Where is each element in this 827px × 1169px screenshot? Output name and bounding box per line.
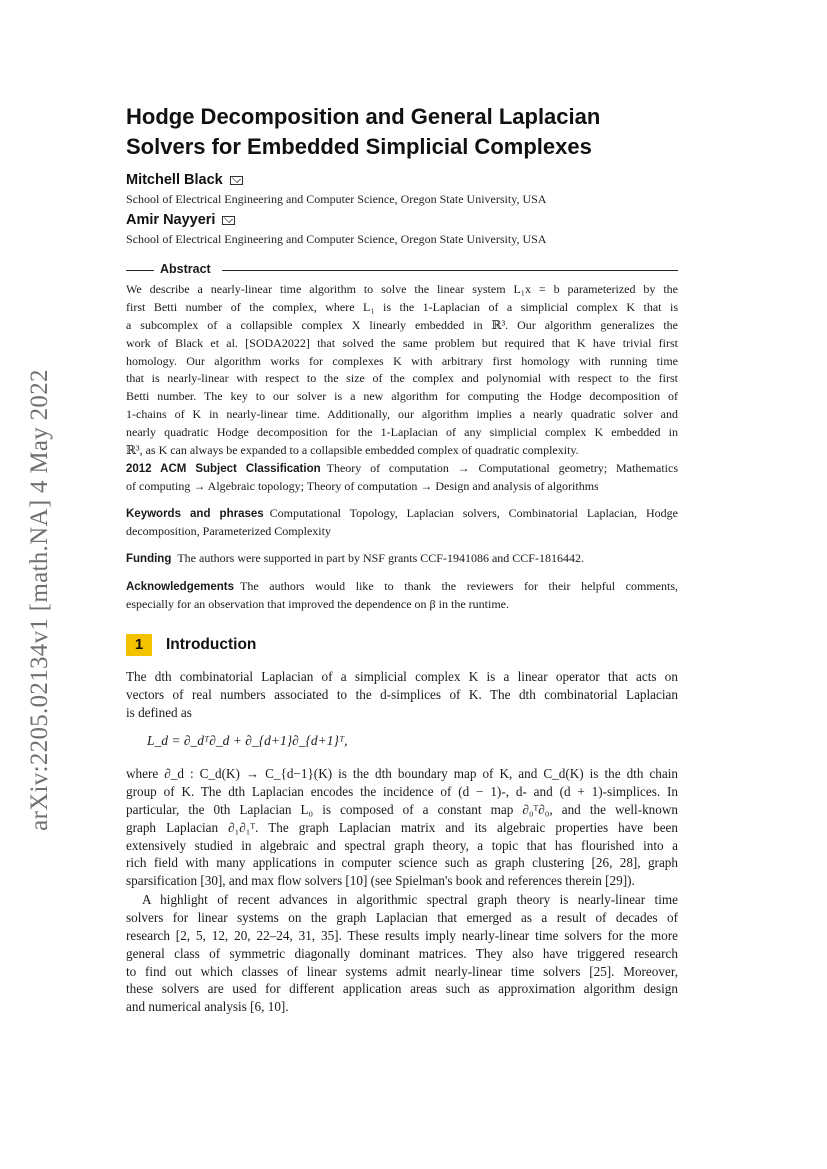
- arxiv-identifier-text: arXiv:2205.02134v1 [math.NA] 4 May 2022: [26, 369, 53, 831]
- body-line: extensively studied in algebraic and spectral graph theory, a topic that has flourished into a: [126, 837, 678, 853]
- acm-text: Theory of computation → Computational geometry; Mathematics: [326, 461, 678, 475]
- body-line: where ∂_d : C_d(K) → C_{d−1}(K) is the dth boundary map of K, and C_d(K) is the dth chain: [126, 766, 678, 781]
- body-line: The dth combinatorial Laplacian of a simplicial complex K is a linear operator that acts on: [126, 669, 678, 684]
- acm-line-2: of computing → Algebraic topology; Theory of computation → Design and analysis of algorithms: [126, 478, 599, 493]
- body-line: general class of symmetric diagonally dominant matrices. They also have triggered research: [126, 945, 678, 961]
- abstract-body: [126, 281, 678, 460]
- abstract-line: homology. Our algorithm works for complexes K with arbitrary first homology with running time: [126, 353, 678, 368]
- author-name-text: Amir Nayyeri: [126, 212, 216, 228]
- author-name-text: Mitchell Black: [126, 172, 223, 188]
- body-line: research [2, 5, 12, 20, 22–24, 31, 35]. These results imply nearly-linear time solvers for the more: [126, 927, 678, 943]
- body-line: to find out which classes of linear systems admit nearly-linear time solvers [25]. Moreover,: [126, 963, 678, 979]
- abstract-line: work of Black et al. [SODA2022] that solved the same problem but required that K have trivial first: [126, 335, 678, 350]
- laplacian-equation: L_d = ∂_dᵀ∂_d + ∂_{d+1}∂_{d+1}ᵀ,: [147, 733, 348, 748]
- abstract-line: We describe a nearly-linear time algorithm to solve the linear system L₁x = b parameterized by the: [126, 282, 678, 296]
- author-affiliation-2: School of Electrical Engineering and Computer Science, Oregon State University, USA: [126, 232, 547, 246]
- funding-label: Funding: [126, 553, 172, 565]
- intro-paragraph-3: [126, 891, 678, 1016]
- envelope-icon[interactable]: [222, 216, 235, 225]
- acm-label: 2012 ACM Subject Classification: [126, 463, 321, 475]
- abstract-line: ℝ³, as K can always be expanded to a collapsible embedded complex of quadratic complexity.: [126, 443, 579, 458]
- body-line: sparsification [30], and max flow solvers [10] (see Spielman's book and references therein [29]).: [126, 873, 635, 889]
- body-line: particular, the 0th Laplacian L₀ is composed of a constant map ∂₀ᵀ∂₀, and the well-known: [126, 801, 678, 817]
- acknowledgements-label: Acknowledgements: [126, 581, 234, 593]
- abstract-heading: Abstract: [160, 262, 211, 276]
- body-line: is defined as: [126, 704, 192, 720]
- abstract-line: first Betti number of the complex, where L₁ is the 1-Laplacian of a simplicial complex K that is: [126, 299, 678, 314]
- abstract-line: that is nearly-linear with respect to the size of the complex and polynomial with respect to the first: [126, 371, 678, 386]
- acknowledgements-line-2: especially for an observation that improved the dependence on β in the runtime.: [126, 596, 509, 611]
- acknowledgements-text: The authors would like to thank the reviewers for their helpful comments,: [240, 579, 678, 593]
- body-line: group of K. The dth Laplacian encodes the incidence of (d − 1)-, d- and (d + 1)-simplices. In: [126, 783, 678, 799]
- author-affiliation-1: School of Electrical Engineering and Computer Science, Oregon State University, USA: [126, 192, 547, 206]
- abstract-line: 1-chains of K in nearly-linear time. Additionally, our algorithm implies a nearly quadratic solver and: [126, 407, 678, 422]
- body-line: these solvers are used for different application areas such as approximation algorithm design: [126, 981, 678, 997]
- body-line: graph Laplacian ∂₁∂₁ᵀ. The graph Laplacian matrix and its algebraic properties have been: [126, 819, 678, 835]
- section-title: Introduction: [166, 636, 257, 653]
- paper-title-line-1: Hodge Decomposition and General Laplacian: [126, 104, 601, 129]
- author-name-2: [126, 212, 235, 228]
- paper-title-line-2: Solvers for Embedded Simplicial Complexes: [126, 134, 592, 159]
- envelope-icon[interactable]: [230, 176, 243, 185]
- body-line: and numerical analysis [6, 10].: [126, 999, 289, 1015]
- acknowledgements: [126, 578, 678, 614]
- abstract-rule-right: [222, 270, 678, 271]
- abstract-line: nearly quadratic Hodge decomposition for the 1-Laplacian of any simplicial complex K embedded in: [126, 425, 678, 440]
- keywords: [126, 505, 678, 541]
- intro-paragraph-2: [126, 765, 678, 890]
- abstract-line: a subcomplex of a collapsible complex X linearly embedded in ℝ³. Our algorithm generalizes the: [126, 317, 678, 332]
- body-line: A highlight of recent advances in algorithmic spectral graph theory is nearly-linear time: [142, 892, 678, 907]
- keywords-label: Keywords and phrases: [126, 508, 264, 520]
- intro-paragraph-1: [126, 668, 678, 722]
- author-name-1: [126, 172, 243, 188]
- arxiv-identifier: [24, 340, 56, 860]
- keywords-text: Computational Topology, Laplacian solvers, Combinatorial Laplacian, Hodge: [269, 506, 679, 520]
- keywords-line-2: decomposition, Parameterized Complexity: [126, 523, 331, 538]
- funding-text: The authors were supported in part by NSF grants CCF-1941086 and CCF-1816442.: [177, 551, 584, 565]
- acm-classification: [126, 460, 678, 496]
- body-line: vectors of real numbers associated to the d-simplices of K. The dth combinatorial Laplacian: [126, 686, 678, 702]
- funding: [126, 550, 678, 568]
- body-line: rich field with many applications in computer science such as graph clustering [26, 28], graph: [126, 855, 678, 871]
- abstract-line: Betti number. The key to our solver is a new algorithm for computing the Hodge decomposition of: [126, 389, 678, 404]
- section-number-badge: 1: [126, 634, 152, 656]
- paper-title: [126, 102, 686, 162]
- abstract-rule-left: [126, 270, 154, 271]
- body-line: solvers for linear systems on the graph Laplacian that emerged as a result of decades of: [126, 909, 678, 925]
